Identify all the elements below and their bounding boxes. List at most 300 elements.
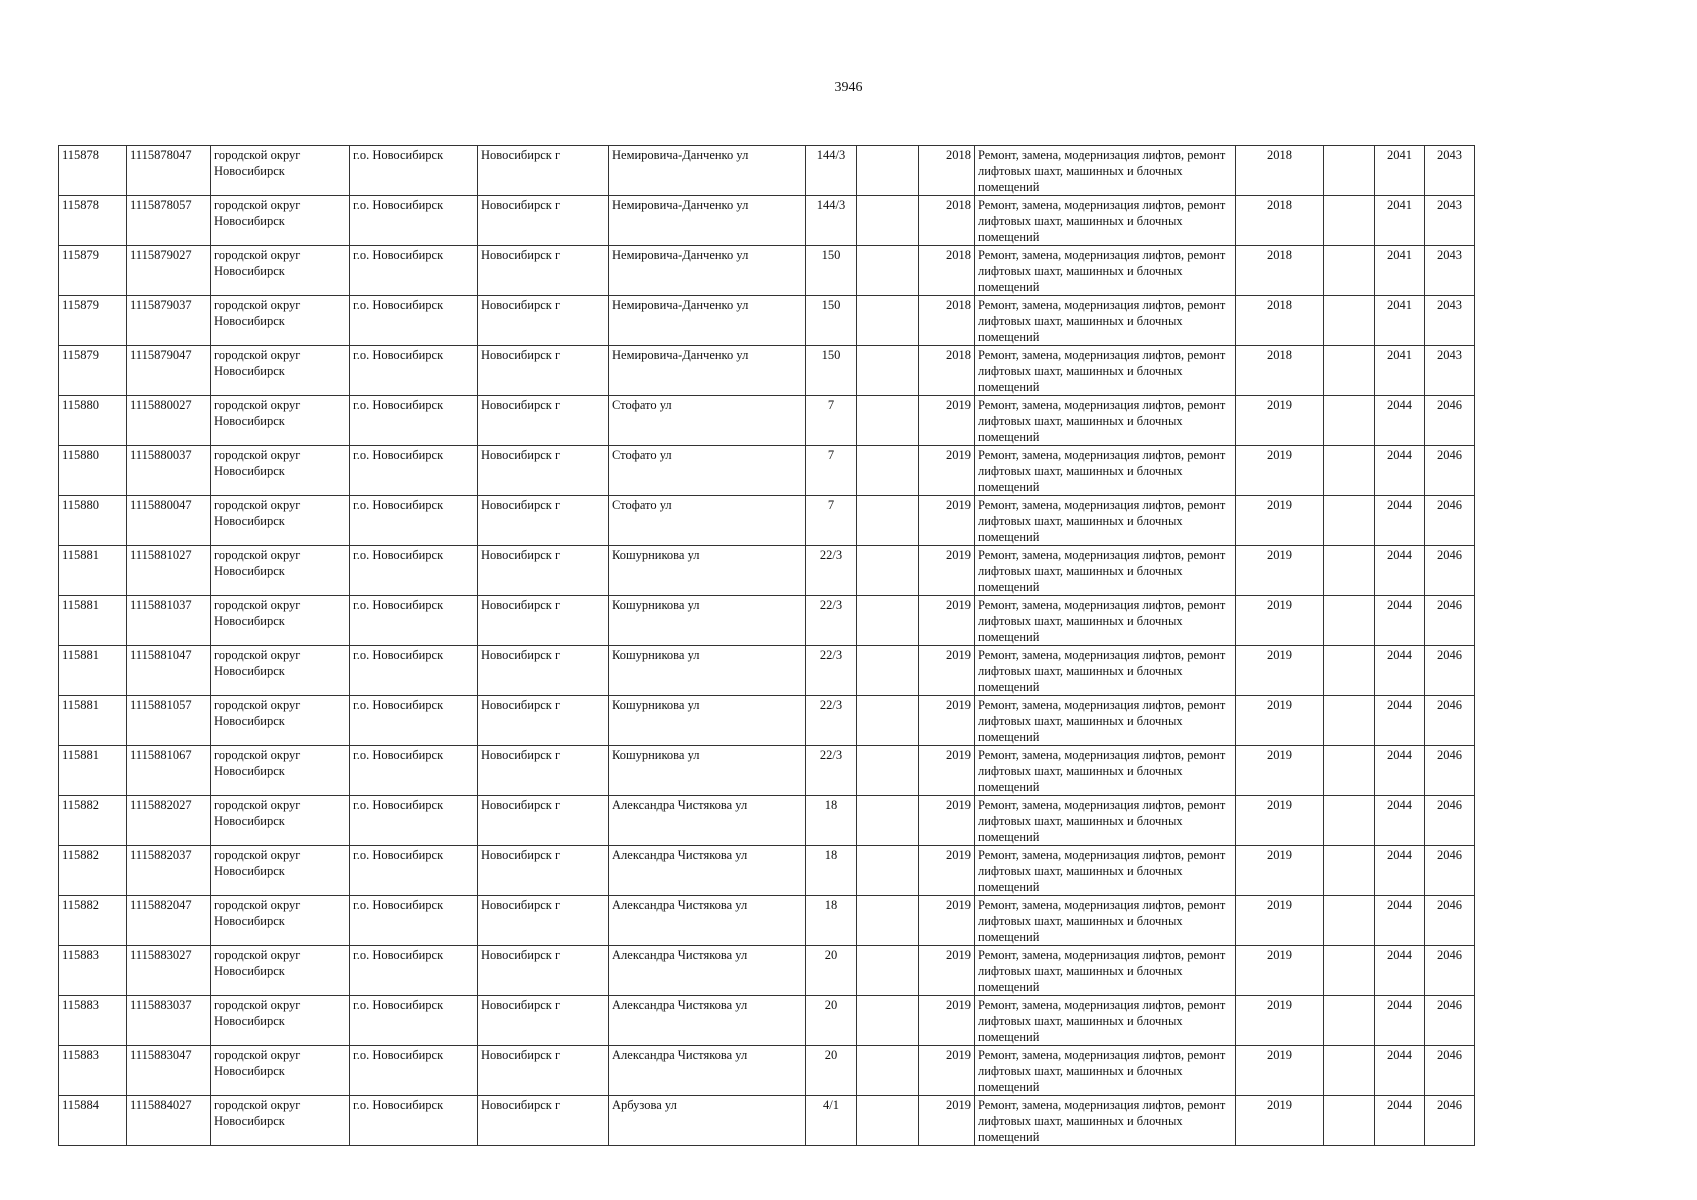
cell-city: Новосибирск г: [478, 796, 609, 846]
cell-year: 2019: [919, 996, 975, 1046]
cell-street: Немировича-Данченко ул: [609, 146, 806, 196]
cell-code: 1115879027: [127, 246, 211, 296]
cell-city: Новосибирск г: [478, 1096, 609, 1146]
cell-city: Новосибирск г: [478, 746, 609, 796]
cell-id: 115880: [59, 396, 127, 446]
cell-extra: [857, 996, 919, 1046]
cell-city: Новосибирск г: [478, 596, 609, 646]
cell-house: 18: [806, 896, 857, 946]
cell-city: Новосибирск г: [478, 296, 609, 346]
cell-period-from: 2041: [1375, 296, 1425, 346]
table-row: [59, 396, 1475, 446]
cell-work-type: Ремонт, замена, модернизация лифтов, ремонт лифтовых шахт, машинных и блочных помещений: [975, 746, 1236, 796]
cell-year: 2018: [919, 246, 975, 296]
cell-id: 115880: [59, 496, 127, 546]
cell-work-year: 2019: [1236, 696, 1324, 746]
cell-period-from: 2044: [1375, 946, 1425, 996]
cell-extra: [857, 796, 919, 846]
cell-municipality: городской округ Новосибирск: [211, 546, 350, 596]
cell-work-type: Ремонт, замена, модернизация лифтов, ремонт лифтовых шахт, машинных и блочных помещений: [975, 846, 1236, 896]
cell-work-year: 2019: [1236, 996, 1324, 1046]
cell-period-to: 2046: [1425, 846, 1475, 896]
cell-district: г.о. Новосибирск: [350, 1096, 478, 1146]
cell-district: г.о. Новосибирск: [350, 896, 478, 946]
cell-work-year: 2018: [1236, 146, 1324, 196]
cell-code: 1115881067: [127, 746, 211, 796]
cell-work-year: 2019: [1236, 796, 1324, 846]
cell-code: 1115881047: [127, 646, 211, 696]
table-row: [59, 596, 1475, 646]
cell-extra: [857, 896, 919, 946]
cell-blank: [1324, 496, 1375, 546]
cell-district: г.о. Новосибирск: [350, 296, 478, 346]
cell-work-type: Ремонт, замена, модернизация лифтов, ремонт лифтовых шахт, машинных и блочных помещений: [975, 296, 1236, 346]
cell-id: 115883: [59, 946, 127, 996]
cell-work-year: 2019: [1236, 546, 1324, 596]
cell-municipality: городской округ Новосибирск: [211, 846, 350, 896]
cell-year: 2019: [919, 846, 975, 896]
cell-city: Новосибирск г: [478, 946, 609, 996]
cell-code: 1115882027: [127, 796, 211, 846]
cell-extra: [857, 1096, 919, 1146]
cell-city: Новосибирск г: [478, 1046, 609, 1096]
cell-work-type: Ремонт, замена, модернизация лифтов, ремонт лифтовых шахт, машинных и блочных помещений: [975, 546, 1236, 596]
cell-municipality: городской округ Новосибирск: [211, 1096, 350, 1146]
cell-blank: [1324, 696, 1375, 746]
cell-year: 2019: [919, 1046, 975, 1096]
cell-street: Немировича-Данченко ул: [609, 346, 806, 396]
cell-year: 2019: [919, 596, 975, 646]
cell-year: 2018: [919, 346, 975, 396]
table-row: [59, 646, 1475, 696]
cell-blank: [1324, 646, 1375, 696]
cell-street: Кошурникова ул: [609, 596, 806, 646]
cell-work-year: 2019: [1236, 846, 1324, 896]
cell-blank: [1324, 846, 1375, 896]
cell-code: 1115884027: [127, 1096, 211, 1146]
cell-year: 2019: [919, 446, 975, 496]
cell-id: 115883: [59, 996, 127, 1046]
cell-extra: [857, 196, 919, 246]
cell-period-from: 2044: [1375, 646, 1425, 696]
cell-work-type: Ремонт, замена, модернизация лифтов, ремонт лифтовых шахт, машинных и блочных помещений: [975, 246, 1236, 296]
cell-code: 1115880047: [127, 496, 211, 546]
cell-period-from: 2044: [1375, 746, 1425, 796]
cell-street: Александра Чистякова ул: [609, 846, 806, 896]
cell-blank: [1324, 246, 1375, 296]
cell-work-type: Ремонт, замена, модернизация лифтов, ремонт лифтовых шахт, машинных и блочных помещений: [975, 646, 1236, 696]
cell-work-year: 2018: [1236, 296, 1324, 346]
cell-district: г.о. Новосибирск: [350, 546, 478, 596]
cell-district: г.о. Новосибирск: [350, 146, 478, 196]
cell-period-to: 2043: [1425, 196, 1475, 246]
cell-city: Новосибирск г: [478, 546, 609, 596]
cell-street: Александра Чистякова ул: [609, 1046, 806, 1096]
cell-work-type: Ремонт, замена, модернизация лифтов, ремонт лифтовых шахт, машинных и блочных помещений: [975, 196, 1236, 246]
cell-house: 4/1: [806, 1096, 857, 1146]
cell-period-from: 2044: [1375, 696, 1425, 746]
cell-year: 2019: [919, 646, 975, 696]
cell-city: Новосибирск г: [478, 896, 609, 946]
cell-street: Стофато ул: [609, 446, 806, 496]
cell-municipality: городской округ Новосибирск: [211, 696, 350, 746]
cell-period-to: 2046: [1425, 496, 1475, 546]
cell-year: 2019: [919, 1096, 975, 1146]
cell-extra: [857, 846, 919, 896]
cell-period-to: 2043: [1425, 346, 1475, 396]
cell-municipality: городской округ Новосибирск: [211, 596, 350, 646]
cell-house: 22/3: [806, 696, 857, 746]
cell-code: 1115878047: [127, 146, 211, 196]
cell-street: Немировича-Данченко ул: [609, 296, 806, 346]
cell-district: г.о. Новосибирск: [350, 796, 478, 846]
table-row: [59, 446, 1475, 496]
cell-extra: [857, 1046, 919, 1096]
cell-work-year: 2019: [1236, 1046, 1324, 1096]
cell-street: Немировича-Данченко ул: [609, 246, 806, 296]
cell-work-type: Ремонт, замена, модернизация лифтов, ремонт лифтовых шахт, машинных и блочных помещений: [975, 1096, 1236, 1146]
cell-id: 115878: [59, 146, 127, 196]
table-row: [59, 1046, 1475, 1096]
cell-work-type: Ремонт, замена, модернизация лифтов, ремонт лифтовых шахт, машинных и блочных помещений: [975, 996, 1236, 1046]
cell-blank: [1324, 146, 1375, 196]
cell-id: 115878: [59, 196, 127, 246]
table-row: [59, 546, 1475, 596]
cell-house: 144/3: [806, 196, 857, 246]
cell-period-to: 2046: [1425, 1096, 1475, 1146]
cell-period-to: 2046: [1425, 396, 1475, 446]
cell-period-from: 2041: [1375, 346, 1425, 396]
cell-year: 2019: [919, 746, 975, 796]
table-row: [59, 696, 1475, 746]
cell-street: Стофато ул: [609, 396, 806, 446]
cell-period-to: 2046: [1425, 1046, 1475, 1096]
cell-period-to: 2046: [1425, 546, 1475, 596]
table-row: [59, 746, 1475, 796]
cell-code: 1115883037: [127, 996, 211, 1046]
cell-house: 22/3: [806, 596, 857, 646]
cell-id: 115881: [59, 646, 127, 696]
cell-city: Новосибирск г: [478, 496, 609, 546]
cell-period-from: 2044: [1375, 846, 1425, 896]
cell-id: 115881: [59, 696, 127, 746]
cell-extra: [857, 746, 919, 796]
register-body: [59, 146, 1475, 1146]
cell-work-year: 2019: [1236, 446, 1324, 496]
cell-work-type: Ремонт, замена, модернизация лифтов, ремонт лифтовых шахт, машинных и блочных помещений: [975, 1046, 1236, 1096]
cell-period-to: 2046: [1425, 746, 1475, 796]
cell-period-to: 2043: [1425, 146, 1475, 196]
cell-work-year: 2019: [1236, 746, 1324, 796]
table-row: [59, 296, 1475, 346]
cell-id: 115879: [59, 246, 127, 296]
cell-house: 18: [806, 846, 857, 896]
cell-period-from: 2044: [1375, 446, 1425, 496]
cell-year: 2019: [919, 396, 975, 446]
cell-year: 2019: [919, 496, 975, 546]
cell-municipality: городской округ Новосибирск: [211, 996, 350, 1046]
cell-id: 115882: [59, 846, 127, 896]
cell-work-type: Ремонт, замена, модернизация лифтов, ремонт лифтовых шахт, машинных и блочных помещений: [975, 146, 1236, 196]
cell-period-from: 2044: [1375, 1046, 1425, 1096]
cell-blank: [1324, 996, 1375, 1046]
cell-city: Новосибирск г: [478, 846, 609, 896]
cell-extra: [857, 346, 919, 396]
cell-period-from: 2041: [1375, 246, 1425, 296]
cell-extra: [857, 396, 919, 446]
cell-period-to: 2046: [1425, 696, 1475, 746]
cell-blank: [1324, 946, 1375, 996]
cell-blank: [1324, 296, 1375, 346]
cell-street: Александра Чистякова ул: [609, 896, 806, 946]
cell-municipality: городской округ Новосибирск: [211, 896, 350, 946]
cell-id: 115883: [59, 1046, 127, 1096]
cell-work-type: Ремонт, замена, модернизация лифтов, ремонт лифтовых шахт, машинных и блочных помещений: [975, 796, 1236, 846]
table-row: [59, 246, 1475, 296]
cell-municipality: городской округ Новосибирск: [211, 146, 350, 196]
cell-period-to: 2046: [1425, 596, 1475, 646]
cell-house: 7: [806, 446, 857, 496]
cell-year: 2019: [919, 796, 975, 846]
table-row: [59, 1096, 1475, 1146]
cell-street: Александра Чистякова ул: [609, 996, 806, 1046]
cell-period-from: 2041: [1375, 146, 1425, 196]
cell-street: Немировича-Данченко ул: [609, 196, 806, 246]
cell-work-year: 2019: [1236, 496, 1324, 546]
cell-extra: [857, 296, 919, 346]
cell-street: Кошурникова ул: [609, 696, 806, 746]
cell-street: Стофато ул: [609, 496, 806, 546]
cell-work-type: Ремонт, замена, модернизация лифтов, ремонт лифтовых шахт, машинных и блочных помещений: [975, 346, 1236, 396]
cell-work-type: Ремонт, замена, модернизация лифтов, ремонт лифтовых шахт, машинных и блочных помещений: [975, 496, 1236, 546]
cell-work-year: 2019: [1236, 1096, 1324, 1146]
cell-house: 22/3: [806, 646, 857, 696]
cell-period-from: 2044: [1375, 1096, 1425, 1146]
table-row: [59, 896, 1475, 946]
cell-work-type: Ремонт, замена, модернизация лифтов, ремонт лифтовых шахт, машинных и блочных помещений: [975, 446, 1236, 496]
cell-work-type: Ремонт, замена, модернизация лифтов, ремонт лифтовых шахт, машинных и блочных помещений: [975, 596, 1236, 646]
cell-code: 1115881027: [127, 546, 211, 596]
cell-house: 144/3: [806, 146, 857, 196]
table-row: [59, 846, 1475, 896]
table-row: [59, 146, 1475, 196]
cell-period-to: 2043: [1425, 296, 1475, 346]
cell-period-to: 2043: [1425, 246, 1475, 296]
table-row: [59, 196, 1475, 246]
cell-period-from: 2044: [1375, 896, 1425, 946]
cell-year: 2019: [919, 896, 975, 946]
cell-city: Новосибирск г: [478, 996, 609, 1046]
cell-work-year: 2018: [1236, 246, 1324, 296]
cell-house: 22/3: [806, 746, 857, 796]
cell-city: Новосибирск г: [478, 446, 609, 496]
cell-year: 2018: [919, 296, 975, 346]
cell-id: 115882: [59, 896, 127, 946]
cell-municipality: городской округ Новосибирск: [211, 746, 350, 796]
cell-district: г.о. Новосибирск: [350, 346, 478, 396]
cell-extra: [857, 446, 919, 496]
cell-municipality: городской округ Новосибирск: [211, 796, 350, 846]
cell-code: 1115883047: [127, 1046, 211, 1096]
cell-city: Новосибирск г: [478, 646, 609, 696]
cell-municipality: городской округ Новосибирск: [211, 446, 350, 496]
cell-street: Кошурникова ул: [609, 746, 806, 796]
cell-code: 1115882037: [127, 846, 211, 896]
cell-extra: [857, 946, 919, 996]
cell-extra: [857, 246, 919, 296]
cell-city: Новосибирск г: [478, 396, 609, 446]
cell-work-year: 2019: [1236, 946, 1324, 996]
cell-id: 115879: [59, 346, 127, 396]
cell-municipality: городской округ Новосибирск: [211, 296, 350, 346]
cell-id: 115881: [59, 746, 127, 796]
cell-work-year: 2019: [1236, 396, 1324, 446]
cell-code: 1115878057: [127, 196, 211, 246]
cell-blank: [1324, 1096, 1375, 1146]
cell-extra: [857, 546, 919, 596]
cell-period-to: 2046: [1425, 796, 1475, 846]
cell-district: г.о. Новосибирск: [350, 596, 478, 646]
cell-house: 20: [806, 1046, 857, 1096]
cell-district: г.о. Новосибирск: [350, 696, 478, 746]
cell-code: 1115881037: [127, 596, 211, 646]
cell-blank: [1324, 1046, 1375, 1096]
cell-code: 1115882047: [127, 896, 211, 946]
cell-work-year: 2019: [1236, 646, 1324, 696]
table-row: [59, 946, 1475, 996]
cell-code: 1115883027: [127, 946, 211, 996]
cell-extra: [857, 646, 919, 696]
cell-house: 7: [806, 396, 857, 446]
cell-period-from: 2044: [1375, 796, 1425, 846]
cell-work-type: Ремонт, замена, модернизация лифтов, ремонт лифтовых шахт, машинных и блочных помещений: [975, 946, 1236, 996]
table-row: [59, 796, 1475, 846]
page-number: 3946: [834, 80, 863, 95]
cell-municipality: городской округ Новосибирск: [211, 396, 350, 446]
cell-id: 115882: [59, 796, 127, 846]
cell-work-year: 2018: [1236, 196, 1324, 246]
cell-house: 18: [806, 796, 857, 846]
cell-id: 115880: [59, 446, 127, 496]
cell-period-from: 2041: [1375, 196, 1425, 246]
cell-house: 150: [806, 346, 857, 396]
table-row: [59, 496, 1475, 546]
cell-street: Арбузова ул: [609, 1096, 806, 1146]
table-row: [59, 996, 1475, 1046]
cell-street: Кошурникова ул: [609, 546, 806, 596]
cell-blank: [1324, 446, 1375, 496]
cell-municipality: городской округ Новосибирск: [211, 1046, 350, 1096]
cell-blank: [1324, 396, 1375, 446]
cell-blank: [1324, 596, 1375, 646]
cell-house: 20: [806, 996, 857, 1046]
cell-id: 115879: [59, 296, 127, 346]
cell-extra: [857, 146, 919, 196]
cell-year: 2019: [919, 546, 975, 596]
cell-blank: [1324, 796, 1375, 846]
cell-municipality: городской округ Новосибирск: [211, 496, 350, 546]
cell-code: 1115880027: [127, 396, 211, 446]
cell-district: г.о. Новосибирск: [350, 946, 478, 996]
cell-code: 1115880037: [127, 446, 211, 496]
cell-district: г.о. Новосибирск: [350, 646, 478, 696]
cell-district: г.о. Новосибирск: [350, 196, 478, 246]
cell-extra: [857, 696, 919, 746]
cell-period-from: 2044: [1375, 396, 1425, 446]
cell-street: Александра Чистякова ул: [609, 796, 806, 846]
cell-work-year: 2018: [1236, 346, 1324, 396]
cell-period-to: 2046: [1425, 996, 1475, 1046]
cell-year: 2018: [919, 146, 975, 196]
cell-house: 150: [806, 296, 857, 346]
cell-district: г.о. Новосибирск: [350, 396, 478, 446]
cell-house: 22/3: [806, 546, 857, 596]
cell-id: 115881: [59, 596, 127, 646]
cell-id: 115881: [59, 546, 127, 596]
cell-period-to: 2046: [1425, 946, 1475, 996]
cell-district: г.о. Новосибирск: [350, 996, 478, 1046]
cell-period-to: 2046: [1425, 646, 1475, 696]
cell-blank: [1324, 546, 1375, 596]
cell-period-from: 2044: [1375, 596, 1425, 646]
cell-city: Новосибирск г: [478, 696, 609, 746]
cell-district: г.о. Новосибирск: [350, 746, 478, 796]
cell-district: г.о. Новосибирск: [350, 846, 478, 896]
cell-municipality: городской округ Новосибирск: [211, 346, 350, 396]
cell-work-year: 2019: [1236, 896, 1324, 946]
cell-city: Новосибирск г: [478, 246, 609, 296]
cell-municipality: городской округ Новосибирск: [211, 946, 350, 996]
cell-house: 7: [806, 496, 857, 546]
cell-code: 1115881057: [127, 696, 211, 746]
cell-period-to: 2046: [1425, 896, 1475, 946]
cell-period-from: 2044: [1375, 496, 1425, 546]
cell-blank: [1324, 346, 1375, 396]
cell-district: г.о. Новосибирск: [350, 496, 478, 546]
cell-blank: [1324, 746, 1375, 796]
cell-year: 2019: [919, 946, 975, 996]
cell-blank: [1324, 896, 1375, 946]
cell-city: Новосибирск г: [478, 196, 609, 246]
table-row: [59, 346, 1475, 396]
cell-city: Новосибирск г: [478, 146, 609, 196]
cell-extra: [857, 596, 919, 646]
cell-house: 150: [806, 246, 857, 296]
cell-city: Новосибирск г: [478, 346, 609, 396]
cell-blank: [1324, 196, 1375, 246]
cell-year: 2018: [919, 196, 975, 246]
cell-work-year: 2019: [1236, 596, 1324, 646]
cell-district: г.о. Новосибирск: [350, 1046, 478, 1096]
cell-street: Кошурникова ул: [609, 646, 806, 696]
cell-code: 1115879037: [127, 296, 211, 346]
cell-period-to: 2046: [1425, 446, 1475, 496]
cell-period-from: 2044: [1375, 546, 1425, 596]
cell-extra: [857, 496, 919, 546]
cell-work-type: Ремонт, замена, модернизация лифтов, ремонт лифтовых шахт, машинных и блочных помещений: [975, 396, 1236, 446]
cell-district: г.о. Новосибирск: [350, 446, 478, 496]
cell-municipality: городской округ Новосибирск: [211, 246, 350, 296]
cell-street: Александра Чистякова ул: [609, 946, 806, 996]
cell-municipality: городской округ Новосибирск: [211, 646, 350, 696]
cell-work-type: Ремонт, замена, модернизация лифтов, ремонт лифтовых шахт, машинных и блочных помещений: [975, 896, 1236, 946]
cell-id: 115884: [59, 1096, 127, 1146]
cell-work-type: Ремонт, замена, модернизация лифтов, ремонт лифтовых шахт, машинных и блочных помещений: [975, 696, 1236, 746]
register-table: [58, 145, 1475, 1146]
cell-code: 1115879047: [127, 346, 211, 396]
cell-house: 20: [806, 946, 857, 996]
cell-district: г.о. Новосибирск: [350, 246, 478, 296]
